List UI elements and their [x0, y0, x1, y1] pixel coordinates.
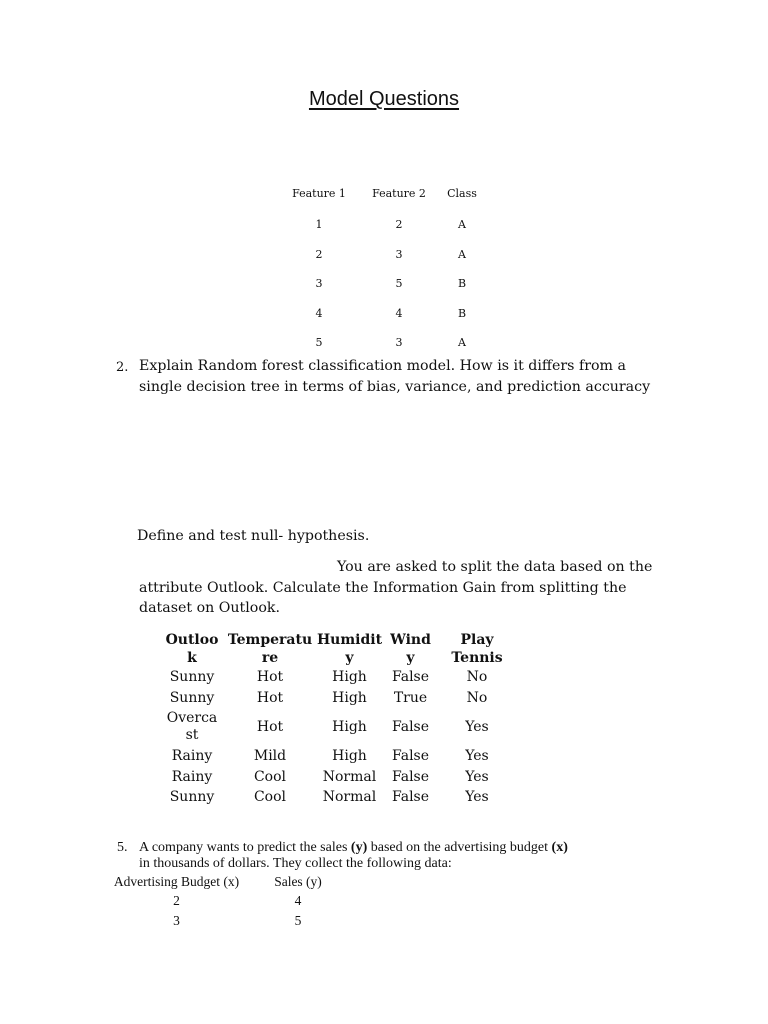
table-cell: No [466, 669, 488, 686]
table-cell: 5 [315, 336, 323, 349]
table-cell: High [332, 719, 367, 735]
table-cell: Normal [322, 768, 377, 785]
advertising-table [97, 872, 340, 931]
table-row [97, 911, 340, 931]
table-cell: Yes [465, 719, 489, 735]
feature-table [279, 187, 485, 366]
table-cell: True [393, 689, 428, 706]
table-row [160, 688, 516, 709]
table-row [279, 307, 485, 337]
table-cell: 3 [315, 277, 323, 290]
table-cell: Sunny [169, 789, 215, 806]
table-cell: 5 [294, 912, 302, 928]
header-play-tennis: Play Tennis [451, 632, 503, 666]
header-feature-2: Feature 2 [372, 187, 426, 200]
table-cell: Yes [465, 768, 489, 785]
table-cell: Hot [256, 719, 284, 735]
table-cell: Yes [465, 789, 489, 806]
question-5-line-2: in thousands of dollars. They collect the following data: [139, 856, 452, 871]
header-advertising-budget: Advertising Budget (x) [113, 873, 240, 889]
table-cell: Rainy [171, 748, 213, 765]
table-cell: 4 [395, 306, 403, 320]
table-cell: High [332, 689, 367, 706]
question-2-line-1: Explain Random forest classification model. How is it differs from a [139, 358, 626, 374]
question-4-line-3: dataset on Outlook. [139, 600, 280, 616]
question-2-text [139, 356, 699, 397]
table-cell: No [466, 689, 488, 706]
question-2-number: 2. [116, 360, 129, 375]
header-feature-1: Feature 1 [292, 187, 346, 200]
question-4-text [139, 557, 699, 619]
table-cell: False [391, 789, 430, 806]
table-row [160, 667, 516, 688]
table-cell: Cool [253, 768, 287, 785]
play-tennis-table [160, 631, 516, 808]
table-cell: False [391, 669, 430, 686]
table-cell: Mild [253, 748, 287, 765]
table-cell: Yes [465, 748, 489, 765]
table-row [279, 218, 485, 248]
table-cell: 3 [173, 912, 180, 928]
header-outlook: Outloo k [165, 632, 219, 666]
table-cell: High [332, 669, 367, 686]
table-cell: Rainy [171, 768, 213, 785]
table-cell: 1 [315, 218, 323, 231]
question-4-line-2: attribute Outlook. Calculate the Information Gain from splitting the [139, 579, 627, 596]
table-cell: 3 [395, 247, 403, 261]
table-row [160, 746, 516, 767]
table-cell: 2 [395, 218, 403, 231]
question-2-line-2: single decision tree in terms of bias, variance, and prediction accuracy [139, 378, 651, 395]
question-3-text: Define and test null- hypothesis. [137, 528, 370, 544]
advertising-table-header [97, 872, 340, 892]
table-cell: Hot [256, 669, 284, 686]
table-cell: Hot [256, 689, 284, 706]
table-cell: 4 [294, 893, 302, 909]
header-class: Class [447, 187, 477, 200]
table-cell: Sunny [169, 689, 215, 706]
table-cell: 2 [173, 893, 180, 909]
page-title: Model Questions [308, 88, 460, 110]
table-cell: False [391, 719, 430, 735]
question-5-number: 5. [117, 840, 128, 855]
table-cell: B [457, 306, 467, 320]
table-cell: A [458, 218, 466, 231]
table-cell: Sunny [169, 669, 215, 686]
question-4-line-1: You are asked to split the data based on the [337, 559, 653, 575]
table-cell: 4 [315, 306, 323, 320]
table-row [97, 892, 340, 912]
table-row [160, 787, 516, 808]
table-row [160, 708, 516, 746]
question-5-line-1: A company wants to predict the sales (y) based on the advertising budget (x) [139, 840, 568, 855]
header-sales: Sales (y) [274, 873, 322, 889]
header-windy: Wind y [390, 632, 431, 666]
table-cell: High [332, 748, 367, 765]
feature-table-header [279, 187, 485, 218]
table-cell: 3 [395, 336, 403, 349]
play-tennis-header [160, 631, 516, 667]
table-cell: A [458, 247, 466, 261]
question-5-text [139, 840, 699, 872]
header-humidity: Humidit y [316, 632, 383, 666]
table-cell: Overca st [166, 710, 218, 743]
table-cell: A [458, 336, 466, 349]
table-cell: B [457, 277, 467, 290]
header-temperature: Temperatu re [227, 632, 313, 666]
table-row [279, 277, 485, 307]
table-row [279, 248, 485, 278]
table-cell: Cool [253, 789, 287, 806]
table-cell: Normal [322, 789, 377, 806]
table-cell: False [391, 748, 430, 765]
table-cell: False [391, 768, 430, 785]
table-cell: 2 [315, 247, 323, 261]
table-cell: 5 [395, 277, 403, 290]
table-row [160, 767, 516, 788]
